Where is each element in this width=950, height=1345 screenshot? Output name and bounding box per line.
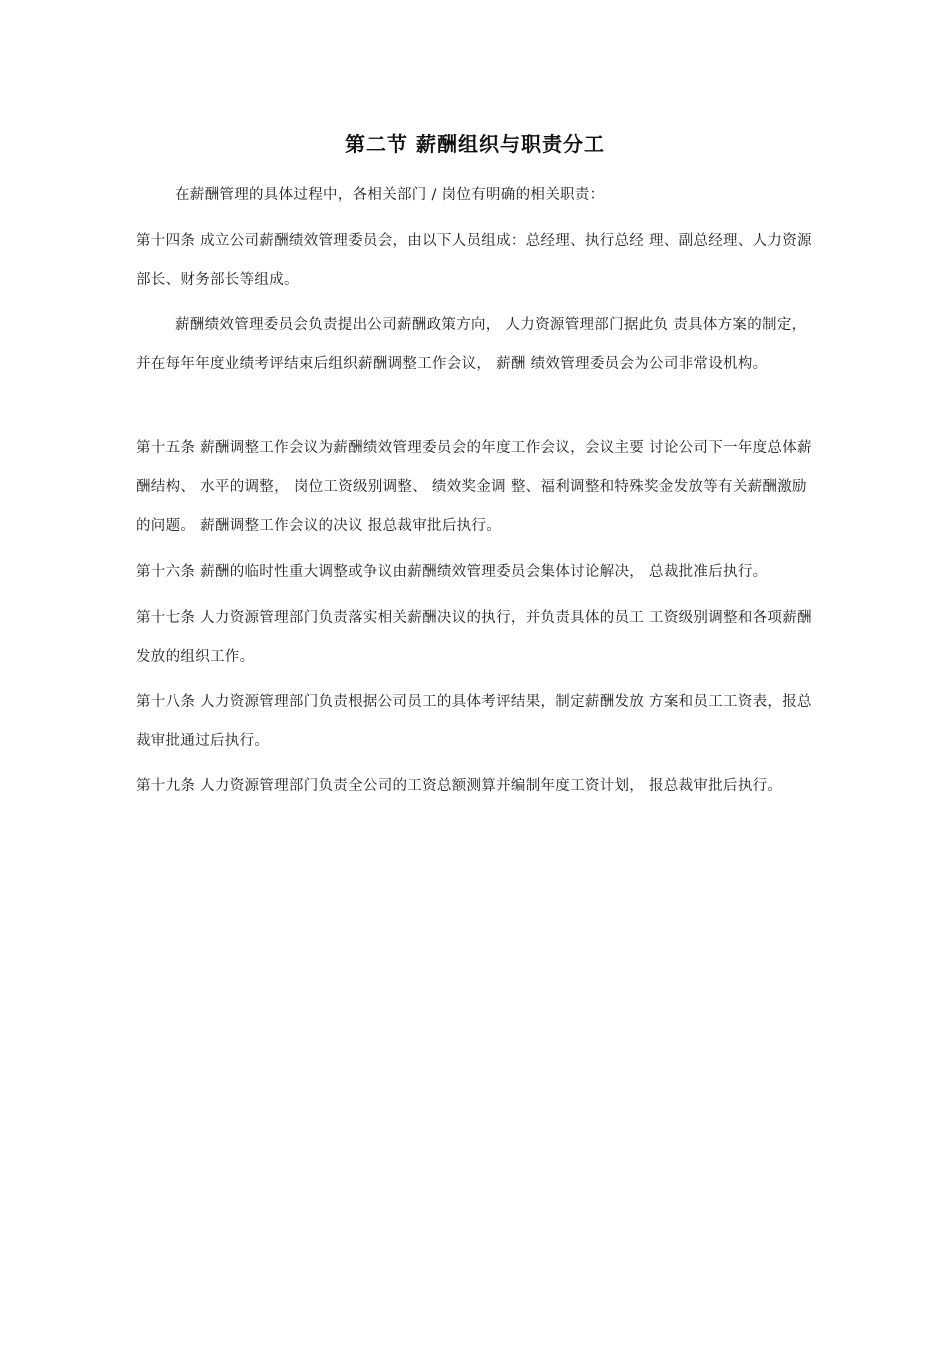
article-19: 第十九条 人力资源管理部门负责全公司的工资总额测算并编制年度工资计划， 报总裁审批后执行。 — [136, 778, 783, 794]
article-17: 第十七条 人力资源管理部门负责落实相关薪酬决议的执行，并负责具体的员工 工资级别调整和各项薪酬发放的组织工作。 — [136, 610, 812, 665]
article-15: 第十五条 薪酬调整工作会议为薪酬绩效管理委员会的年度工作会议，会议主要 讨论公司下一年度总体薪酬结构、 水平的调整， 岗位工资级别调整、 绩效奖金调 整、福利调整和特殊奖金发放等有关薪酬激励的问题。 薪酬调整工作会议的决议 报总裁审批后执行。 — [136, 440, 812, 534]
section-title: 第二节 薪酬组织与职责分工 — [345, 132, 605, 156]
article-16: 第十六条 薪酬的临时性重大调整或争议由薪酬绩效管理委员会集体讨论解决， 总裁批准后执行。 — [136, 564, 768, 580]
article-18: 第十八条 人力资源管理部门负责根据公司员工的具体考评结果，制定薪酬发放 方案和员工工资表，报总裁审批通过后执行。 — [136, 694, 812, 749]
intro-paragraph: 在薪酬管理的具体过程中，各相关部门 / 岗位有明确的相关职责： — [175, 187, 605, 203]
article-14-detail: 薪酬绩效管理委员会负责提出公司薪酬政策方向， 人力资源管理部门据此负 责具体方案的制定， 并在每年年度业绩考评结束后组织薪酬调整工作会议， 薪酬 绩效管理委员会为公司非常设机构。 — [136, 317, 807, 372]
article-14: 第十四条 成立公司薪酬绩效管理委员会，由以下人员组成：总经理、执行总经 理、副总经理、人力资源部长、财务部长等组成。 — [136, 233, 812, 288]
